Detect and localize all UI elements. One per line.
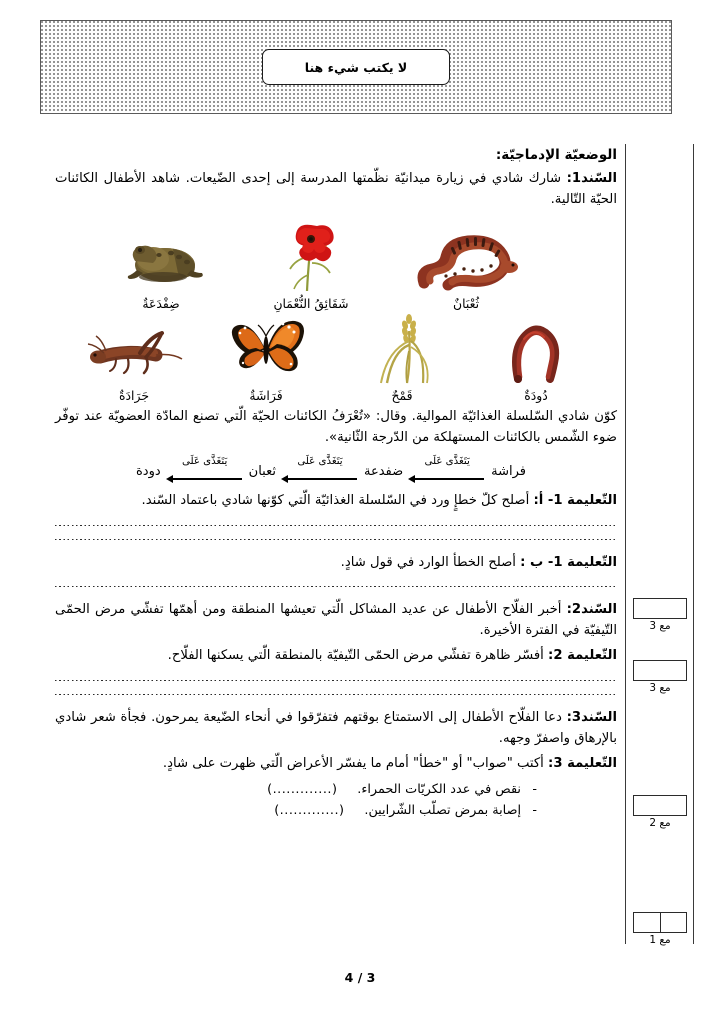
source-1-text: شارك شادي في زيارة ميدانيّة نظّمتها المدرسة إلى إحدى الضّيعات. شاهد الأطفال الكائنات الحيّة التّالية. bbox=[55, 171, 617, 208]
no-write-box bbox=[262, 49, 450, 85]
answer-line[interactable] bbox=[55, 525, 617, 526]
score-cells[interactable] bbox=[633, 795, 687, 816]
score-cell[interactable] bbox=[634, 796, 686, 815]
snake-icon bbox=[408, 219, 524, 293]
score-box-2[interactable] bbox=[633, 660, 687, 694]
score-label: مع 3 bbox=[649, 682, 671, 694]
organism-worm bbox=[470, 311, 602, 403]
option-row[interactable] bbox=[55, 800, 537, 821]
organisms-row-2 bbox=[55, 311, 617, 403]
answer-line[interactable] bbox=[55, 680, 617, 681]
source-3-text: دعا الفلّاح الأطفال إلى الاستمتاع بوقتهم فتفرّقوا في أنحاء الضّيعة يمرحون. فجأة شعر شادي بالإرهاق واصفرّ وجهه. bbox=[55, 709, 617, 746]
organism-caption: ثُعْبَانٌ bbox=[452, 295, 480, 311]
score-label: مع 3 bbox=[649, 620, 671, 632]
score-cells[interactable] bbox=[633, 912, 687, 933]
chain-arrow-label: يَتَغَذَّى عَلَى bbox=[181, 455, 228, 467]
score-cells[interactable] bbox=[633, 660, 687, 681]
instruction-1a-text: أصلح كلّ خطإٍ ورد في السّلسلة الغذائيّة الّتي كوّنها شادي باعتماد السّند. bbox=[141, 492, 534, 508]
source-2-paragraph bbox=[55, 600, 617, 642]
organism-grasshopper bbox=[70, 311, 198, 403]
instruction-1a bbox=[55, 491, 617, 512]
score-box-3[interactable] bbox=[633, 795, 687, 829]
source-1-paragraph bbox=[55, 169, 617, 211]
organism-caption: قَمْحٌ bbox=[391, 387, 413, 403]
organism-butterfly bbox=[198, 311, 334, 403]
answer-line[interactable] bbox=[55, 539, 617, 540]
source-2-lead: السّند2: bbox=[566, 602, 617, 618]
answer-line[interactable] bbox=[55, 586, 617, 587]
instruction-2-text: أفسّر ظاهرة تفشّي مرض الحمّى التّيفيّة بالمنطقة الّتي يسكنها الفلّاح. bbox=[167, 648, 549, 664]
answer-options bbox=[55, 779, 617, 821]
grasshopper-icon bbox=[80, 311, 188, 385]
instruction-1b-text: أصلح الخطأ الوارد في قول شادٍ. bbox=[340, 554, 521, 570]
page-title: الوضعيّة الإدماجيّة: bbox=[495, 147, 617, 163]
chain-arrow bbox=[408, 455, 486, 485]
organisms-row-1 bbox=[55, 219, 617, 311]
wheat-icon bbox=[365, 311, 439, 385]
option-row[interactable] bbox=[55, 779, 537, 800]
chain-arrow bbox=[281, 455, 359, 485]
poppy-icon bbox=[274, 219, 348, 293]
food-chain-intro: كوّن شادي السّلسلة الغذائيّة الموالية. وقال: «تُعْرَفُ الكائنات الحيّة الّتي تصنع المادّة العضويّة عند توفّر ضوء الشّمس بالكائنات المستهلكة من الدّرجة الثّانية». bbox=[55, 408, 617, 445]
chain-node: ثعبان bbox=[248, 464, 276, 480]
exam-content bbox=[55, 146, 617, 821]
arrow-shaft bbox=[172, 478, 242, 479]
source-2-text: أخبر الفلّاح الأطفال عن عديد المشاكل الّتي تعيشها المنطقة ومن أهمّها تفشّي مرض الحمّى التّيفيّة في الفترة الأخيرة. bbox=[55, 602, 617, 639]
organism-caption: فَرَاشَةٌ bbox=[249, 387, 283, 403]
frog-icon bbox=[113, 219, 209, 293]
option-dash: - bbox=[532, 802, 537, 818]
option-text: إصابة بمرض تصلّب الشّرايين. bbox=[364, 802, 521, 818]
organism-poppy bbox=[236, 219, 386, 311]
score-cell[interactable] bbox=[634, 661, 686, 680]
chain-node: دودة bbox=[135, 464, 161, 480]
no-write-label: لا يكتب شيء هنا bbox=[304, 59, 408, 75]
instruction-2 bbox=[55, 646, 617, 667]
arrow-shaft bbox=[287, 478, 357, 479]
score-box-1[interactable] bbox=[633, 598, 687, 632]
source-3-lead: السّند3: bbox=[566, 709, 617, 725]
option-blank[interactable]: (.............) bbox=[267, 781, 338, 797]
option-dash: - bbox=[532, 781, 537, 797]
arrow-head-icon bbox=[408, 475, 415, 483]
organism-caption: جَرَادَةٌ bbox=[119, 387, 149, 403]
arrow-head-icon bbox=[281, 475, 288, 483]
no-write-header-band bbox=[40, 20, 672, 114]
arrow-shaft bbox=[414, 478, 484, 479]
source-1-lead: السّند1: bbox=[566, 171, 617, 187]
chain-arrow-label: يَتَغَذَّى عَلَى bbox=[424, 455, 470, 467]
chain-node: فراشة bbox=[491, 464, 527, 480]
chain-arrow bbox=[166, 455, 244, 485]
score-label: مع 2 bbox=[649, 817, 671, 829]
page-number: 4 / 3 bbox=[344, 970, 376, 985]
food-chain-diagram bbox=[55, 455, 617, 485]
instruction-1b bbox=[55, 553, 617, 574]
organism-caption: دُودَةٌ bbox=[524, 387, 548, 403]
chain-node: ضفدعة bbox=[363, 464, 404, 480]
source-3-paragraph bbox=[55, 708, 617, 750]
instruction-3 bbox=[55, 754, 617, 775]
butterfly-icon bbox=[223, 311, 309, 385]
score-box-4[interactable] bbox=[633, 912, 687, 946]
organism-snake bbox=[386, 219, 546, 311]
score-cell[interactable] bbox=[634, 913, 661, 932]
margin-divider-line bbox=[693, 144, 694, 944]
chain-arrow-label: يَتَغَذَّى عَلَى bbox=[297, 455, 343, 467]
worm-icon bbox=[502, 311, 570, 385]
score-cell[interactable] bbox=[634, 599, 686, 618]
organisms-figure bbox=[55, 219, 617, 403]
content-divider-line bbox=[625, 144, 626, 944]
score-cell[interactable] bbox=[661, 913, 687, 932]
instruction-3-lead: التّعليمة 3: bbox=[548, 755, 617, 771]
organism-frog bbox=[86, 219, 236, 311]
organism-wheat bbox=[334, 311, 470, 403]
arrow-head-icon bbox=[166, 475, 173, 483]
score-label: مع 1 bbox=[649, 934, 671, 946]
option-blank[interactable]: (.............) bbox=[274, 802, 345, 818]
instruction-1b-lead: التّعليمة 1- ب : bbox=[520, 554, 617, 570]
organism-caption: ضِفْدَعَةٌ bbox=[142, 295, 180, 311]
score-cells[interactable] bbox=[633, 598, 687, 619]
instruction-1a-lead: التّعليمة 1- أ: bbox=[533, 492, 617, 508]
instruction-2-lead: التّعليمة 2: bbox=[548, 648, 617, 664]
answer-line[interactable] bbox=[55, 694, 617, 695]
organism-caption: شَقَائِقُ النُّعْمَانِ bbox=[273, 295, 349, 311]
instruction-3-text: أكتب "صواب" أو "خطأ" أمام ما يفسّر الأعراض الّتي ظهرت على شادٍ. bbox=[162, 755, 549, 771]
option-text: نقص في عدد الكريّات الحمراء. bbox=[357, 781, 521, 797]
